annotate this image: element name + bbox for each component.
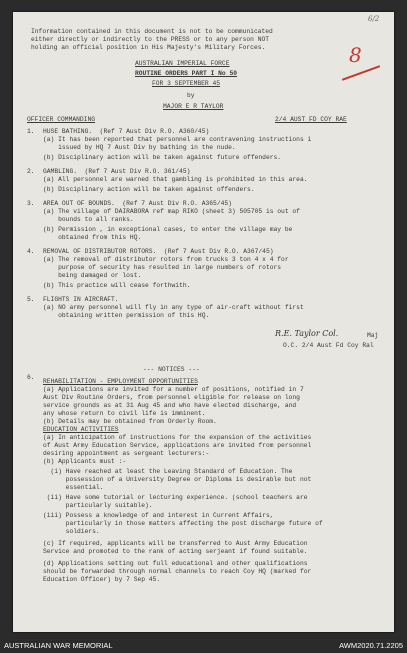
- item-number: 3.: [27, 200, 35, 207]
- notice-line: (a) In anticipation of instructions for the expansion of the activities: [43, 434, 312, 441]
- notice-line: essential.: [43, 484, 104, 491]
- notice-line: should be forwarded through normal channels to reach Coy HQ (marked for: [43, 568, 312, 575]
- item-line: being damaged or lost.: [43, 272, 142, 279]
- notice-line: (b) Details may be obtained from Orderly Room.: [43, 418, 217, 425]
- officer-commanding: OFFICER COMMANDING: [27, 116, 96, 123]
- item-heading: HUSE BATHING. (Ref 7 Aust Div R.O. A360/45): [43, 128, 210, 135]
- notice-line: Education Officer) by 7 Sep 45.: [43, 576, 161, 583]
- item-heading: REMOVAL OF DISTRIBUTOR ROTORS. (Ref 7 Aust Div R.O. A367/45): [43, 248, 274, 255]
- item-number: 5.: [27, 296, 35, 303]
- footer-bar: [0, 639, 407, 653]
- header-line: either directly or indirectly to the PRESS or to any person NOT: [31, 36, 270, 43]
- notice-line: any whose return to civil life is imminent.: [43, 410, 206, 417]
- officer-name: MAJOR E R TAYLOR: [163, 103, 224, 110]
- notice-line: EDUCATION ACTIVITIES: [43, 426, 119, 433]
- notice-line: (ii) Have some tutorial or lecturing experience. (school teachers are: [43, 494, 308, 501]
- handwritten-page-mark: 6/2: [368, 15, 380, 23]
- notice-line: (b) Applicants must :-: [43, 458, 127, 465]
- item-number: 1.: [27, 128, 35, 135]
- item-line: (a) NO army personnel will fly in any type of air-craft without first: [43, 304, 304, 311]
- notice-line: service grounds as at 31 Aug 45 and who have elected discharge, and: [43, 402, 297, 409]
- item-line: (a) The removal of distributor rotors from trucks 3 ton 4 x 4 for: [43, 256, 289, 263]
- notice-line: (a) Applications are invited for a number of positions, notified in 7: [43, 386, 304, 393]
- document-page: [13, 12, 394, 632]
- notice-line: soldiers.: [43, 528, 100, 535]
- orders-date: FOR 3 SEPTEMBER 45: [152, 80, 221, 87]
- notice-line: desiring appointment as sergeant lecturers:-: [43, 450, 210, 457]
- red-pencil-stroke: [342, 65, 380, 81]
- notice-line: Aust Div Routine Orders, from personnel eligible for release on long: [43, 394, 300, 401]
- item-number: 2.: [27, 168, 35, 175]
- item-line: (b) Disciplinary action will be taken against future offenders.: [43, 154, 282, 161]
- notice-line: particularly in those matters affecting the post discharge future of: [43, 520, 323, 527]
- item-number: 4.: [27, 248, 35, 255]
- by-label: by: [187, 92, 195, 99]
- notice-line: (i) Have reached at least the Leaving Standard of Education. The: [43, 468, 293, 475]
- item-line: (b) Permission , in exceptional cases, to enter the village may be: [43, 226, 293, 233]
- notice-line: of Aust Army Education Service, applications are invited from personnel: [43, 442, 312, 449]
- item-line: obtained from this HQ.: [43, 234, 142, 241]
- signature-mark: R.E. Taylor Col.: [275, 329, 339, 338]
- header-line: holding an official position in His Majesty's Military Forces.: [31, 44, 266, 51]
- item-heading: GAMBLING. (Ref 7 Aust Div R.O. 361/45): [43, 168, 191, 175]
- item-heading: FLIGHTS IN AIRCRAFT.: [43, 296, 119, 303]
- footer-accession-number: AWM2020.71.2205: [339, 641, 403, 650]
- notice-line: (c) If required, applicants will be transferred to Aust Army Education: [43, 540, 308, 547]
- notices-heading: --- NOTICES ---: [143, 366, 200, 373]
- notice-line: (d) Applications setting out full educational and other qualifications: [43, 560, 308, 567]
- notice-number: 6.: [27, 374, 35, 381]
- signature-block: O.C. 2/4 Aust Fd Coy Ral: [283, 342, 374, 349]
- item-line: obtaining written permission of this HQ.: [43, 312, 210, 319]
- item-heading: AREA OUT OF BOUNDS. (Ref 7 Aust Div R.O. A365/45): [43, 200, 232, 207]
- header-line: Information contained in this document is not to be communicated: [31, 28, 273, 35]
- footer-source: AUSTRALIAN WAR MEMORIAL: [4, 641, 113, 650]
- notice-line: REHABILITATION - EMPLOYMENT OPPORTUNITIES: [43, 378, 198, 385]
- item-line: (b) This practice will cease forthwith.: [43, 282, 191, 289]
- item-line: (a) All personnel are warned that gambling is prohibited in this area.: [43, 176, 308, 183]
- item-line: (b) Disciplinary action will be taken against offenders.: [43, 186, 255, 193]
- notice-line: (iii) Possess a knowledge of and interest in Current Affairs,: [43, 512, 274, 519]
- handwritten-number: 8: [349, 43, 362, 67]
- notice-line: particularly suitable).: [43, 502, 153, 509]
- notice-line: Service and promoted to the rank of acting serjeant if found suitable.: [43, 548, 308, 555]
- item-line: bounds to all ranks.: [43, 216, 134, 223]
- notice-line: possession of a University Degree or Diploma is desirable but not: [43, 476, 312, 483]
- item-line: issued by HQ 7 Aust Div by bathing in the nude.: [43, 144, 236, 151]
- item-line: (a) It has been reported that personnel are contravening instructions i: [43, 136, 312, 143]
- item-line: purpose of security has resulted in large numbers of rotors: [43, 264, 282, 271]
- force-title: AUSTRALIAN IMPERIAL FORCE: [135, 60, 230, 67]
- orders-title: ROUTINE ORDERS PART I No 50: [135, 70, 238, 77]
- item-line: (a) The village of DAIRABORA ref map RIKO (sheet 3) 505705 is out of: [43, 208, 300, 215]
- unit-name: 2/4 AUST FD COY RAE: [275, 116, 347, 123]
- signature-rank: Maj: [367, 332, 379, 339]
